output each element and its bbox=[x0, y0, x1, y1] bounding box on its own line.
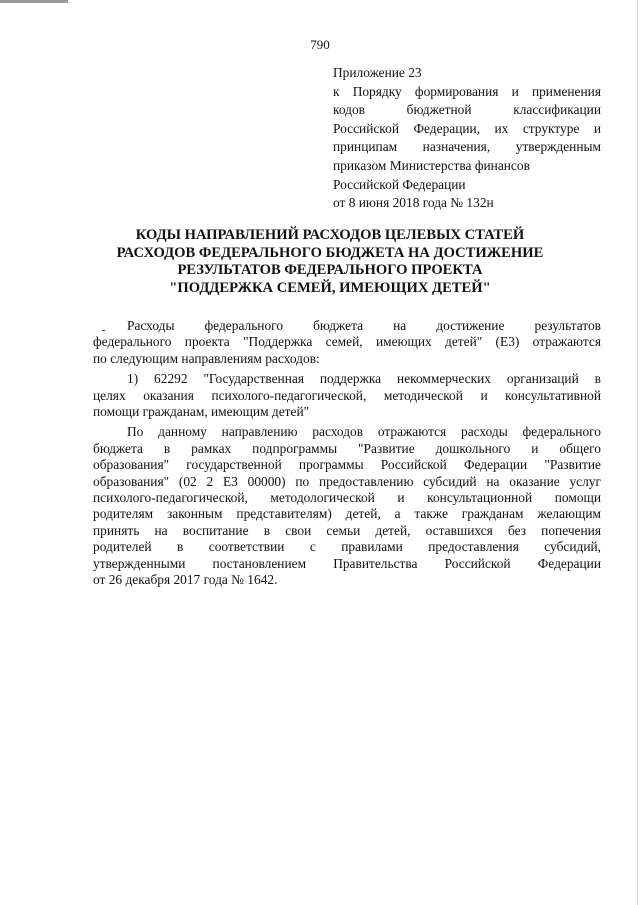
text-line: психолого-педагогической, методологической и консультационной помощи bbox=[93, 490, 601, 506]
text-line: от 26 декабря 2017 года № 1642. bbox=[93, 572, 278, 588]
text-line: 1) 62292 "Государственная поддержка некоммерческих организаций в bbox=[127, 371, 601, 387]
text-line: образования" (02 2 Е3 00000) по предоставлению субсидий на оказание услуг bbox=[93, 473, 601, 489]
text-line: помощи гражданам, имеющим детей" bbox=[93, 404, 310, 420]
scan-edge bbox=[637, 0, 638, 905]
page-number: 790 bbox=[310, 37, 330, 52]
paragraph-description bbox=[93, 424, 601, 588]
document-title bbox=[60, 227, 600, 297]
text-line: родителей в соответствии с правилами предоставления субсидий, bbox=[93, 539, 601, 555]
text-line: принять на воспитание в свои семьи детей, оставшихся без попечения bbox=[93, 522, 601, 538]
text-line: По данному направлению расходов отражаются расходы федерального bbox=[127, 424, 601, 440]
paragraph-item-1 bbox=[93, 371, 601, 420]
appendix-line: Приложение 23 bbox=[333, 65, 422, 80]
title-line: РЕЗУЛЬТАТОВ ФЕДЕРАЛЬНОГО ПРОЕКТА bbox=[177, 262, 483, 278]
text-line: образования" государственной программы Российской Федерации "Развитие bbox=[93, 457, 601, 473]
text-line: целях оказания психолого-педагогической, методической и консультативной bbox=[93, 387, 601, 403]
text-line: утвержденными постановлением Правительства Российской Федерации bbox=[93, 555, 601, 571]
title-line: "ПОДДЕРЖКА СЕМЕЙ, ИМЕЮЩИХ ДЕТЕЙ" bbox=[169, 279, 491, 296]
document-body bbox=[93, 318, 601, 589]
text-line: федерального проекта "Поддержка семей, имеющих детей" (Е3) отражаются bbox=[93, 334, 601, 350]
title-line: РАСХОДОВ ФЕДЕРАЛЬНОГО БЮДЖЕТА НА ДОСТИЖЕНИЕ bbox=[116, 244, 544, 261]
paragraph-intro bbox=[93, 318, 601, 367]
appendix-line: приказом Министерства финансов bbox=[333, 157, 530, 173]
text-line: бюджета в рамках подпрограммы "Развитие дошкольного и общего bbox=[93, 440, 601, 456]
text-line: Расходы федерального бюджета на достижение результатов bbox=[127, 318, 601, 333]
title-line: КОДЫ НАПРАВЛЕНИЙ РАСХОДОВ ЦЕЛЕВЫХ СТАТЕЙ bbox=[135, 227, 525, 243]
appendix-line: принципам назначения, утвержденным bbox=[333, 139, 601, 155]
appendix-line: от 8 июня 2018 года № 132н bbox=[333, 195, 494, 211]
text-line: родителям законным представителям) детей, а также гражданам желающим bbox=[93, 506, 601, 522]
appendix-line: Российской Федерации, их структуре и bbox=[333, 120, 601, 136]
appendix-line: кодов бюджетной классификации bbox=[333, 102, 601, 118]
scan-mark bbox=[0, 0, 68, 3]
appendix-note bbox=[333, 64, 601, 213]
text-line: по следующим направлениям расходов: bbox=[93, 350, 320, 366]
appendix-line: Российской Федерации bbox=[333, 176, 466, 192]
appendix-line: к Порядку формирования и применения bbox=[333, 83, 601, 99]
